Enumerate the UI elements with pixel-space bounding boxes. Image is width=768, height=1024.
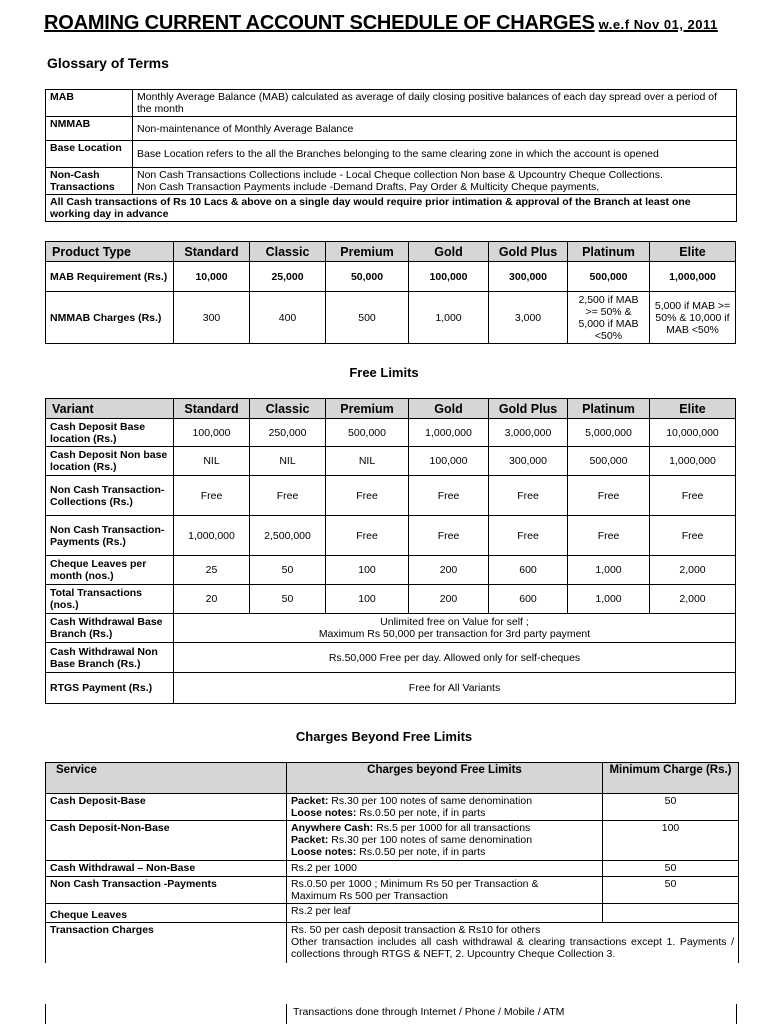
table-row — [46, 923, 739, 963]
cell: Free — [409, 516, 489, 556]
cell: 100 — [326, 556, 409, 585]
header-cell: Premium — [326, 242, 409, 262]
cell: 1,000,000 — [409, 419, 489, 447]
charge-cell — [287, 923, 739, 963]
charge-cell — [287, 877, 603, 904]
glossary-term: NMMAB — [46, 117, 133, 141]
table-row — [46, 419, 736, 447]
table-row — [46, 877, 739, 904]
glossary-table — [45, 89, 737, 222]
charge-cell — [287, 821, 603, 861]
cell: 300,000 — [489, 262, 568, 292]
cell: 50 — [250, 585, 326, 614]
table-row — [46, 556, 736, 585]
table-row — [46, 476, 736, 516]
nmmab-row — [46, 292, 736, 344]
charge-key: Loose notes: — [291, 846, 357, 858]
charge-line — [291, 834, 598, 846]
cell: 300,000 — [489, 447, 568, 476]
charge-text: Rs.5 per 1000 for all transactions — [373, 822, 531, 834]
row-label: Cash Withdrawal Base Branch (Rs.) — [46, 614, 174, 643]
header-cell: Premium — [326, 399, 409, 419]
cell: Free — [250, 476, 326, 516]
cell-line: Unlimited free on Value for self ; — [380, 616, 529, 628]
cell: Free — [568, 516, 650, 556]
service-cell: Cash Deposit-Non-Base — [46, 821, 287, 861]
cell: 2,500 if MAB >= 50% & 5,000 if MAB <50% — [568, 292, 650, 344]
cell: Free — [174, 476, 250, 516]
service-cell: Cash Withdrawal – Non-Base — [46, 861, 287, 877]
service-cell: Transaction Charges — [46, 923, 287, 963]
cell: Free — [650, 516, 736, 556]
row-label: NMMAB Charges (Rs.) — [46, 292, 174, 344]
charge-text: Rs.30 per 100 notes of same denomination — [328, 795, 533, 807]
glossary-row — [46, 168, 737, 195]
row-label: Cash Deposit Non base location (Rs.) — [46, 447, 174, 476]
continued-text: Transactions done through Internet / Phone / Mobile / ATM — [293, 1006, 565, 1018]
header-cell: Gold Plus — [489, 242, 568, 262]
glossary-row — [46, 90, 737, 117]
free-limits-table — [45, 398, 736, 704]
cell: 1,000,000 — [174, 516, 250, 556]
cell: 500,000 — [568, 262, 650, 292]
table-row — [46, 821, 739, 861]
charges-header-row — [46, 763, 739, 794]
charge-line: Other transaction includes all cash withdrawal & clearing transactions except 1. Payments / collections through RTGS & NEFT, 2. Upcountry Cheque Collection 3. — [291, 936, 734, 960]
glossary-definition: Monthly Average Balance (MAB) calculated as average of daily closing positive balances of each day spread over a period of the month — [133, 90, 737, 117]
cell: 500,000 — [326, 419, 409, 447]
charge-cell: Rs.2 per leaf — [287, 904, 603, 923]
table-row — [46, 614, 736, 643]
cell: 250,000 — [250, 419, 326, 447]
charge-line — [291, 822, 598, 834]
glossary-definition: Non-maintenance of Monthly Average Balance — [133, 117, 737, 141]
cell: 50,000 — [326, 262, 409, 292]
cell: 500 — [326, 292, 409, 344]
cell: NIL — [174, 447, 250, 476]
glossary-row — [46, 141, 737, 168]
row-label: Cash Deposit Base location (Rs.) — [46, 419, 174, 447]
glossary-heading: Glossary of Terms — [47, 55, 169, 71]
header-cell: Product Type — [46, 242, 174, 262]
cell: 25 — [174, 556, 250, 585]
service-cell: Cash Deposit-Base — [46, 794, 287, 821]
cell: 2,000 — [650, 556, 736, 585]
charge-cell — [287, 794, 603, 821]
min-charge-cell: 50 — [603, 794, 739, 821]
glossary-definition — [133, 168, 737, 195]
glossary-definition-line: Non Cash Transactions Collections include - Local Cheque collection Non base & Upcountry Cheque Collections. — [137, 169, 663, 181]
cell: 5,000,000 — [568, 419, 650, 447]
header-cell: Classic — [250, 242, 326, 262]
glossary-term: Non-Cash Transactions — [46, 168, 133, 195]
cell: 600 — [489, 585, 568, 614]
cell: Free — [489, 516, 568, 556]
charge-line — [291, 807, 598, 819]
row-label: Non Cash Transaction- Collections (Rs.) — [46, 476, 174, 516]
charge-cell: Rs.2 per 1000 — [287, 861, 603, 877]
cell: 2,500,000 — [250, 516, 326, 556]
header-cell: Elite — [650, 242, 736, 262]
cell: 3,000 — [489, 292, 568, 344]
cell: 50 — [250, 556, 326, 585]
cell: 1,000 — [568, 585, 650, 614]
charge-line: Maximum Rs 500 per Transaction — [291, 890, 448, 902]
merged-cell — [174, 614, 736, 643]
header-cell: Service — [46, 763, 287, 794]
charge-text: Rs.0.50 per note, if in parts — [356, 807, 486, 819]
glossary-term: Base Location — [46, 141, 133, 168]
effective-date: w.e.f Nov 01, 2011 — [598, 17, 718, 32]
charge-text: Rs.0.50 per note, if in parts — [356, 846, 486, 858]
cell: 25,000 — [250, 262, 326, 292]
row-label: MAB Requirement (Rs.) — [46, 262, 174, 292]
cell: 1,000,000 — [650, 262, 736, 292]
header-cell: Standard — [174, 242, 250, 262]
header-cell: Platinum — [568, 242, 650, 262]
cell: 1,000 — [409, 292, 489, 344]
min-charge-cell: 50 — [603, 877, 739, 904]
charge-text: Rs.30 per 100 notes of same denomination — [328, 834, 533, 846]
table-row — [46, 673, 736, 704]
row-label: Cheque Leaves per month (nos.) — [46, 556, 174, 585]
charge-line — [291, 795, 598, 807]
cell: 100,000 — [409, 262, 489, 292]
row-label: Total Transactions (nos.) — [46, 585, 174, 614]
table-border-fragment — [45, 1004, 46, 1024]
charges-heading: Charges Beyond Free Limits — [295, 729, 473, 744]
service-cell: Non Cash Transaction -Payments — [46, 877, 287, 904]
cell: 1,000 — [568, 556, 650, 585]
glossary-term: MAB — [46, 90, 133, 117]
service-cell: Cheque Leaves — [46, 904, 287, 923]
merged-cell: Free for All Variants — [174, 673, 736, 704]
charge-key: Anywhere Cash: — [291, 822, 374, 834]
cell: 10,000 — [174, 262, 250, 292]
merged-cell: Rs.50,000 Free per day. Allowed only for self-cheques — [174, 643, 736, 673]
cell: Free — [489, 476, 568, 516]
min-charge-cell: 100 — [603, 821, 739, 861]
document-title: ROAMING CURRENT ACCOUNT SCHEDULE OF CHARGES w.e.f Nov 01, 2011 — [44, 12, 718, 34]
header-cell: Gold — [409, 399, 489, 419]
charge-key: Packet: — [291, 795, 329, 807]
cell: 200 — [409, 585, 489, 614]
header-cell: Platinum — [568, 399, 650, 419]
charge-line — [291, 846, 598, 858]
cell: 10,000,000 — [650, 419, 736, 447]
table-row — [46, 516, 736, 556]
table-border-fragment — [736, 1004, 737, 1024]
cell: 100,000 — [174, 419, 250, 447]
table-row — [46, 794, 739, 821]
header-cell: Gold Plus — [489, 399, 568, 419]
cell: 300 — [174, 292, 250, 344]
cell: 3,000,000 — [489, 419, 568, 447]
header-cell: Classic — [250, 399, 326, 419]
free-header-row — [46, 399, 736, 419]
mab-row — [46, 262, 736, 292]
header-cell: Variant — [46, 399, 174, 419]
cell: Free — [326, 476, 409, 516]
header-cell: Charges beyond Free Limits — [287, 763, 603, 794]
free-limits-heading: Free Limits — [349, 365, 419, 380]
cell: NIL — [326, 447, 409, 476]
header-cell: Elite — [650, 399, 736, 419]
glossary-definition-line: Non Cash Transaction Payments include -Demand Drafts, Pay Order & Multicity Cheque payments, — [137, 181, 600, 193]
header-cell: Gold — [409, 242, 489, 262]
cell: 400 — [250, 292, 326, 344]
cell: 5,000 if MAB >= 50% & 10,000 if MAB <50% — [650, 292, 736, 344]
product-type-table — [45, 241, 736, 344]
cell: 2,000 — [650, 585, 736, 614]
table-row — [46, 447, 736, 476]
cell: 500,000 — [568, 447, 650, 476]
glossary-definition: Base Location refers to the all the Branches belonging to the same clearing zone in which the account is opened — [133, 141, 737, 168]
row-label: RTGS Payment (Rs.) — [46, 673, 174, 704]
glossary-row — [46, 117, 737, 141]
cell: Free — [409, 476, 489, 516]
table-row — [46, 643, 736, 673]
min-charge-cell: 50 — [603, 861, 739, 877]
table-border-fragment — [286, 1004, 287, 1024]
row-label: Cash Withdrawal Non Base Branch (Rs.) — [46, 643, 174, 673]
charge-key: Loose notes: — [291, 807, 357, 819]
cell: 100,000 — [409, 447, 489, 476]
row-label: Non Cash Transaction- Payments (Rs.) — [46, 516, 174, 556]
glossary-note-row — [46, 195, 737, 222]
table-row — [46, 904, 739, 923]
table-row — [46, 861, 739, 877]
cell: Free — [326, 516, 409, 556]
charges-table — [45, 762, 739, 963]
product-header-row — [46, 242, 736, 262]
cell: 100 — [326, 585, 409, 614]
cell: 200 — [409, 556, 489, 585]
table-row — [46, 585, 736, 614]
cell: 20 — [174, 585, 250, 614]
charge-line: Rs. 50 per cash deposit transaction & Rs10 for others — [291, 924, 541, 936]
cell: Free — [650, 476, 736, 516]
header-cell: Minimum Charge (Rs.) — [603, 763, 739, 794]
charge-key: Packet: — [291, 834, 329, 846]
cell: NIL — [250, 447, 326, 476]
cell: 1,000,000 — [650, 447, 736, 476]
header-cell: Standard — [174, 399, 250, 419]
cell: 600 — [489, 556, 568, 585]
glossary-note: All Cash transactions of Rs 10 Lacs & above on a single day would require prior intimation & approval of the Branch at least one working day in advance — [46, 195, 737, 222]
cell-line: Maximum Rs 50,000 per transaction for 3rd party payment — [318, 628, 591, 640]
min-charge-cell — [603, 904, 739, 923]
cell: Free — [568, 476, 650, 516]
charge-line: Rs.0.50 per 1000 ; Minimum Rs 50 per Transaction & — [291, 878, 539, 890]
